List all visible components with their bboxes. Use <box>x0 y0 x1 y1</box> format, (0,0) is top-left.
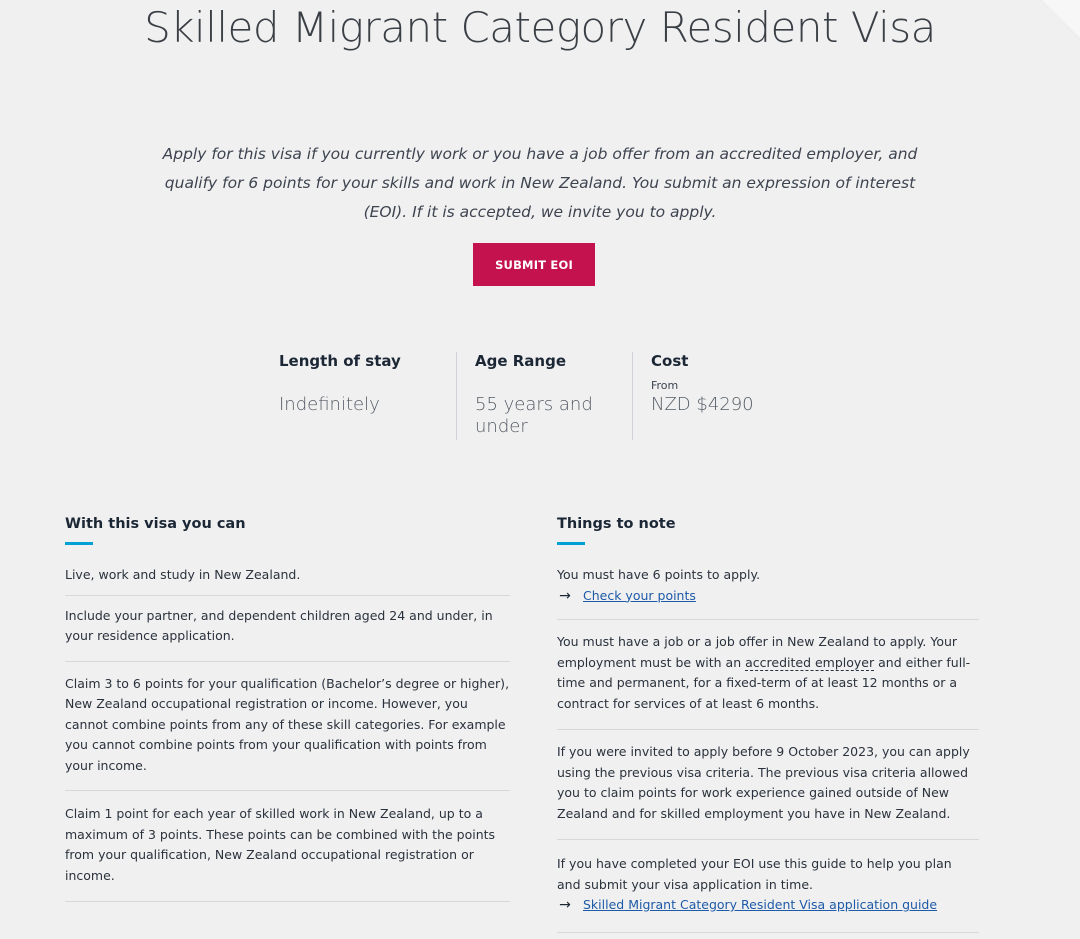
list-item-text: Include your partner, and dependent children aged 24 and under, in your residence application. <box>65 607 493 643</box>
list-item-text: If you were invited to apply before 9 October 2023, you can apply using the previous visa criteria. The previous visa criteria allowed you to claim points for work experience gained outside of New Zealand and for skilled employment you have in New Zealand. <box>557 744 970 821</box>
stat-divider <box>456 352 457 440</box>
heading-accent <box>65 542 93 545</box>
notes-heading: Things to note <box>557 516 676 532</box>
accredited-employer-term[interactable]: accredited employer <box>745 654 875 670</box>
application-guide-link[interactable]: Skilled Migrant Category Resident Visa application guide <box>583 897 938 912</box>
stat-label: Cost <box>651 352 689 370</box>
stat-value: 55 years and under <box>475 394 593 437</box>
link-row <box>557 586 979 607</box>
link-row <box>557 895 979 916</box>
list-item-text: Live, work and study in New Zealand. <box>65 567 301 582</box>
list-item <box>65 662 510 792</box>
check-points-link[interactable]: Check your points <box>583 587 696 603</box>
stat-prefix: From <box>651 379 679 392</box>
benefits-section <box>65 516 510 902</box>
page-intro: Apply for this visa if you currently work or you have a job offer from an accredited employer, and qualify for 6 points for your skills and work in New Zealand. You submit an expression of interest (EOI). If it is accepted, we invite you to apply. <box>162 145 918 221</box>
corner-decoration <box>980 0 1080 110</box>
submit-eoi-button[interactable]: SUBMIT EOI <box>473 243 595 286</box>
stat-divider <box>632 352 633 440</box>
arrow-right-icon: → <box>559 897 571 913</box>
stat-label: Age Range <box>475 352 567 370</box>
list-item-text: Claim 3 to 6 points for your qualification (Bachelor’s degree or higher), New Zealand occupational registration or income. However, you cannot combine points from any of these skill categories. For example you cannot combine points from your qualification with points from your income. <box>65 675 510 773</box>
list-item <box>557 565 979 620</box>
list-item <box>557 620 979 730</box>
stat-label: Length of stay <box>279 352 401 370</box>
stat-value: NZD $4290 <box>651 394 754 415</box>
page-title: Skilled Migrant Category Resident Visa <box>144 3 936 52</box>
list-item <box>557 840 979 933</box>
list-item-text: If you have completed your EOI use this guide to help you plan and submit your visa application in time. <box>557 856 952 892</box>
list-item-text: Claim 1 point for each year of skilled work in New Zealand, up to a maximum of 3 points. These points can be combined with the points from your qualification, New Zealand occupational registration or income. <box>65 806 496 883</box>
list-item-text: You must have 6 points to apply. <box>557 567 761 582</box>
list-item-text: You must have a job or a job offer in New Zealand to apply. Your employment must be with an accredited employer and either full-time and permanent, for a fixed-term of at least 12 months or a contract for services of at least 6 months. <box>557 634 971 711</box>
notes-section <box>557 516 979 933</box>
heading-accent <box>557 542 585 545</box>
arrow-right-icon: → <box>559 587 571 604</box>
stat-value: Indefinitely <box>279 394 380 415</box>
benefits-heading: With this visa you can <box>65 516 246 532</box>
list-item <box>65 565 510 596</box>
list-item <box>65 596 510 662</box>
list-item <box>557 730 979 840</box>
list-item <box>65 791 510 902</box>
